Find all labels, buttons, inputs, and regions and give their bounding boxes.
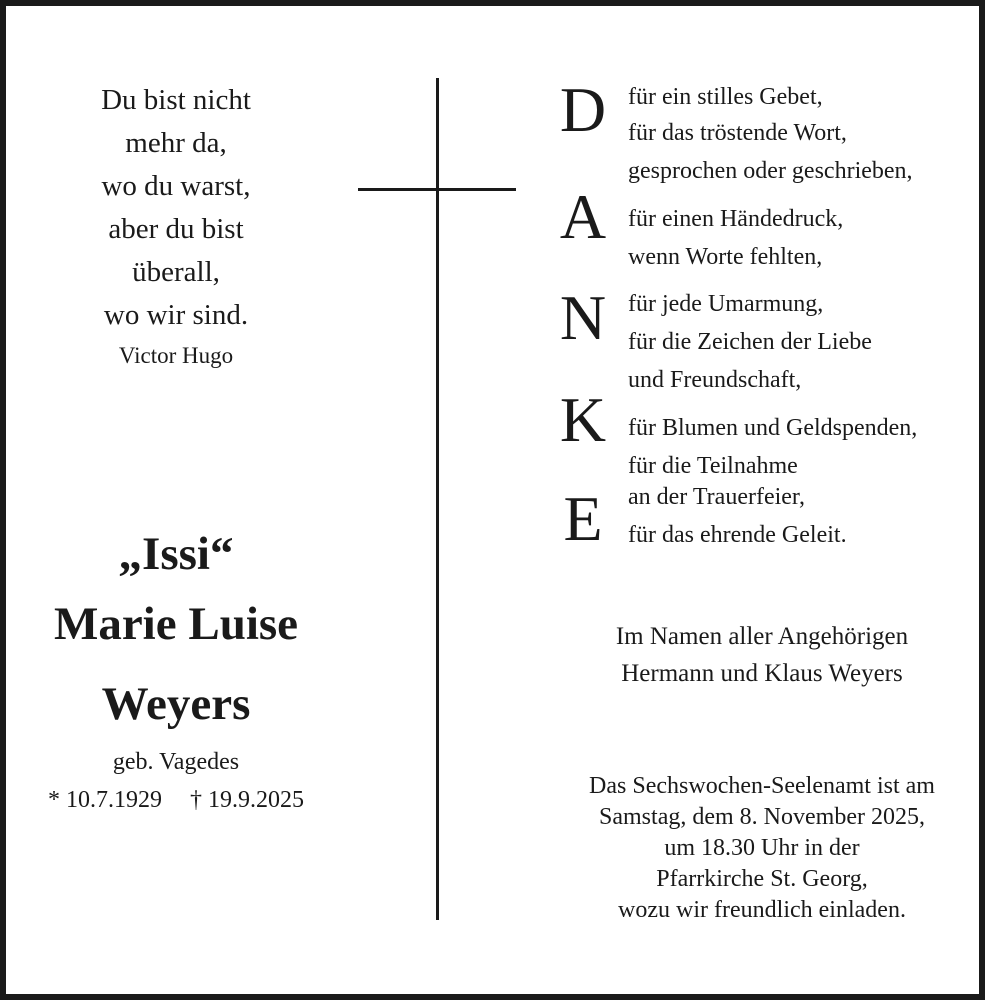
danke-letter-d: D (559, 74, 607, 145)
thanks-line: für die Zeichen der Liebe (628, 329, 872, 355)
poem-line: aber du bist (108, 213, 244, 245)
service-line: Samstag, dem 8. November 2025, (599, 804, 925, 830)
family-line: Im Namen aller Angehörigen (615, 623, 909, 650)
deceased-birth-name: geb. Vagedes (112, 749, 240, 775)
thanks-line: für jede Umarmung, (628, 291, 824, 317)
service-line: Das Sechswochen-Seelenamt ist am (589, 773, 935, 799)
poem-line: mehr da, (125, 127, 227, 159)
service-line: wozu wir freundlich einladen. (618, 897, 906, 923)
thanks-line: wenn Worte fehlten, (628, 244, 823, 270)
danke-letter-e: E (563, 483, 603, 554)
danke-letter-k: K (559, 384, 607, 455)
poem-line: wo wir sind. (103, 299, 249, 331)
cross-horizontal-beam (358, 188, 516, 191)
life-dates (30, 783, 322, 817)
thanks-line: für ein stilles Gebet, (628, 84, 823, 110)
danke-letter-n: N (559, 282, 607, 353)
thanks-line: gesprochen oder geschrieben, (628, 158, 913, 184)
service-line: um 18.30 Uhr in der (664, 835, 860, 861)
poem-line: wo du warst, (101, 170, 251, 202)
memorial-service-info (540, 771, 984, 926)
thanks-line: und Freundschaft, (628, 367, 802, 393)
deceased-first-names: Marie Luise (53, 598, 299, 650)
thanks-line: für das tröstende Wort, (628, 120, 847, 146)
thanks-line: für Blumen und Geldspenden, (628, 415, 918, 441)
thanks-line: für das ehrende Geleit. (628, 522, 847, 548)
family-signature (540, 618, 984, 692)
cross-vertical-beam (436, 78, 439, 920)
poem-line: überall, (132, 256, 220, 288)
deceased-surname: Weyers (101, 678, 251, 730)
family-line: Hermann und Klaus Weyers (621, 660, 903, 687)
death-date: † 19.9.2025 (190, 787, 304, 813)
service-line: Pfarrkirche St. Georg, (656, 866, 868, 892)
thanks-line: an der Trauerfeier, (628, 484, 805, 510)
poem-line: Du bist nicht (101, 84, 251, 116)
birth-date: * 10.7.1929 (48, 787, 162, 813)
poem-author: Victor Hugo (118, 343, 234, 368)
deceased-nickname: „Issi“ (118, 528, 234, 580)
thanks-line: für einen Händedruck, (628, 206, 844, 232)
thanks-line: für die Teilnahme (628, 453, 798, 479)
danke-letter-a: A (559, 181, 607, 252)
poem (40, 79, 312, 337)
